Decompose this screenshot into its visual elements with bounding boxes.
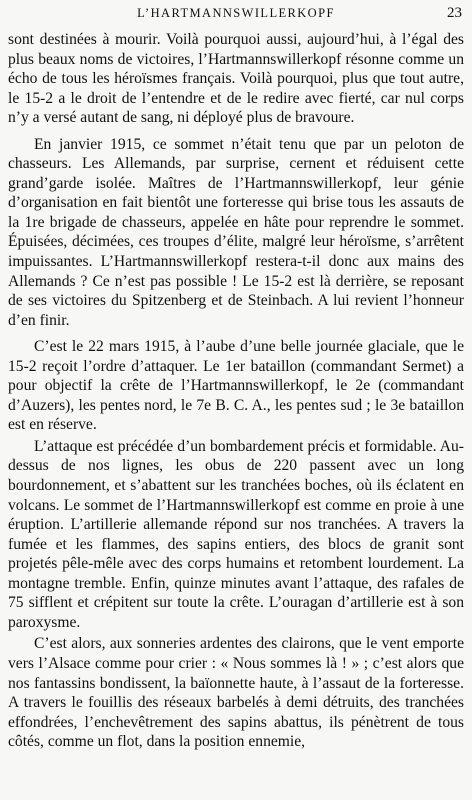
page-number: 23 [447, 5, 462, 21]
paragraph-4: L’attaque est précédée d’un bombardement précis et formidable. Au-dessus de nos lignes, les obus de 220 passent avec un long bourdonnement, et s’abattent sur les tranchées boches, où ils éclatent en volcans. Le sommet de l’Hartmannswillerkopf est comme en proie à une éruption. L’artillerie allemande répond sur nos tranchées. A travers la fumée et les flammes, des sapins entiers, des blocs de granit sont projetés pêle-mêle avec des corps humains et retombent lourdement. La montagne tremble. Enfin, quinze minutes avant l’attaque, des rafales de 75 sifflent et crépitent sur toute la crête. L’ouragan d’artillerie est à son paroxysme. [8, 437, 464, 631]
paragraph-1: sont destinées à mourir. Voilà pourquoi aussi, aujourd’hui, à l’égal des plus beaux noms de victoires, l’Hartmannswillerkopf résonne comme un écho de tous les héroïsmes français. Voilà pourquoi, plus que tout autre, le 15-2 a le droit de l’entendre et de le redire avec fierté, car nul corps n’y a versé autant de sang, ni déployé plus de bravoure. [8, 31, 464, 127]
paragraph-2: En janvier 1915, ce sommet n’était tenu que par un peloton de chasseurs. Les Allemands, par surprise, cernent et réduisent cette grand’garde isolée. Maîtres de l’Hartmannswillerkopf, leur génie d’organisation en fait bientôt une forteresse qui brise tous les assauts de la 1re brigade de chasseurs, appelée en hâte pour reprendre le sommet. Épuisées, décimées, ces troupes d’élite, malgré leur héroïsme, s’arrêtent impuissantes. L’Hartmannswillerkopf restera-t-il donc aux mains des Allemands ? Ce n’est pas possible ! Le 15-2 est là derrière, se reposant de ses victoires du Spitzenberg et de Steinbach. A lui revient l’honneur d’en finir. [8, 135, 464, 329]
running-title: L’HARTMANNSWILLERKOPF [137, 6, 335, 20]
paragraph-5: C’est alors, aux sonneries ardentes des clairons, que le vent emporte vers l’Alsace comme pour crier : « Nous sommes là ! » ; c’est alors que nos fantassins bondissent, la baïonnette haute, à l’assaut de la forteresse. A travers le fouillis des réseaux barbelés à demi détruits, des tranchées effondrées, l’enchevêtrement des sapins abattus, ils pénètrent de tous côtés, comme un flot, dans la position ennemie, [8, 635, 464, 751]
paragraph-3: C’est le 22 mars 1915, à l’aube d’une belle journée glaciale, que le 15-2 reçoit l’ordre d’attaquer. Le 1er bataillon (commandant Sermet) a pour objectif la crête de l’Hartmannswillerkopf, le 2e (commandant d’Auzers), les pentes nord, le 7e B. C. A., les pentes sud ; le 3e bataillon est en réserve. [8, 338, 464, 434]
running-head [10, 6, 462, 26]
body-text [8, 30, 464, 759]
